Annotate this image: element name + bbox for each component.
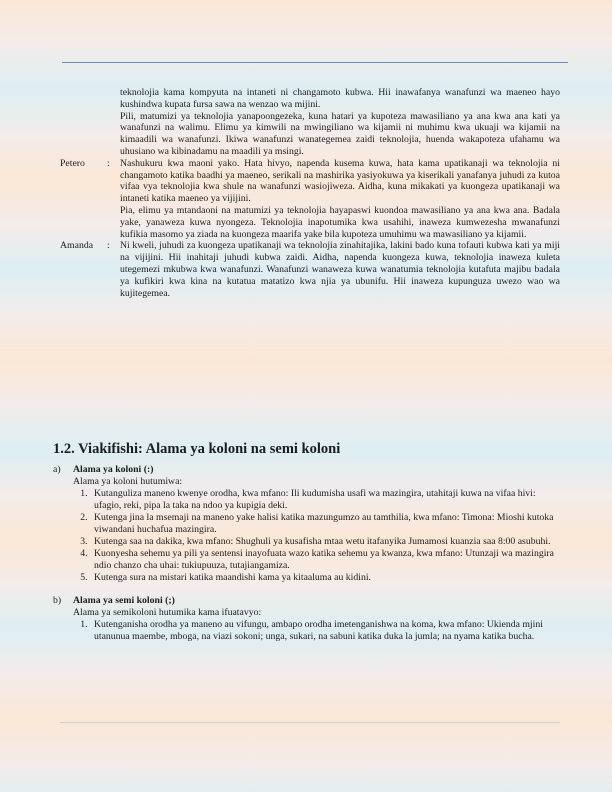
subsection-title: Alama ya koloni (:) xyxy=(73,464,154,475)
subsection-intro: Alama ya koloni hutumiwa: xyxy=(73,476,183,487)
list-item: 1. Kutanguliza maneno kwenye orodha, kwa mfano: Ili kudumisha usafi wa mazingira, utahitaji kuwa na vifaa hivi: ufagio, reki, pipa la taka na ndoo ya kupigia deki. xyxy=(90,488,563,512)
speech-paragraph: teknolojia kama kompyuta na intaneti ni changamoto kubwa. Hii inawafanya wanafunzi wa maeneo hayo kushindwa kupata fursa sawa na wenzao wa mijini. xyxy=(120,87,560,110)
speaker-name: Petero xyxy=(60,157,85,169)
list-item: 5. Kutenga sura na mistari katika maandishi kama ya kitaaluma au kidini. xyxy=(90,572,563,584)
subsection-title: Alama ya semi koloni (;) xyxy=(73,595,175,606)
dialogue-turn xyxy=(60,87,560,158)
section-title: 1.2. Viakifishi: Alama ya koloni na semi koloni xyxy=(53,441,341,457)
speech-paragraph: Ni kweli, juhudi za kuongeza upatikanaji wa teknolojia zinahitajika, lakini bado kuna tofauti kubwa kati ya miji na vijijini. Hii inahitaji juhudi kubwa zaidi. Aidha, napenda kuongeza kuwa, teknolojia inaweza kuleta utegemezi mkubwa kwa wanafunzi. Wanafunzi wanaweza kuwa wanatumia teknolojia kutafuta majibu badala ya kufikiri kwa kina na kutatua matatizo kwa njia ya ubunifu. Hii inaweza kupunguza uwezo wao wa kujitegemea. xyxy=(120,240,560,299)
speech-paragraph: Pia, elimu ya mtandaoni na matumizi ya teknolojia hayapaswi kuondoa mawasiliano ya ana kwa ana. Badala yake, yanaweza kuwa nyongeza. Teknolojia inapotumika kwa usahihi, inaweza kumwezesha mwanafunzi kufikia masomo ya ziada na kuongeza maarifa yake bila kupoteza umuhimu wa mawasiliano ya kijamii. xyxy=(120,204,560,240)
dialogue-turn: Amanda : Ni kweli, juhudi za kuongeza upatikanaji wa teknolojia zinahitajika, lakini bado kuna tofauti kubwa kati ya miji na vijijini. Hii inahitaji juhudi kubwa zaidi. Aidha, napenda kuongeza kuwa, teknolojia inaweza kuleta utegemezi mkubwa kwa wanafunzi. Wanafunzi wanaweza kuwa wanatumia teknolojia kutafuta majibu badala ya kufikiri kwa kina na kutatua matatizo kwa njia ya ubunifu. Hii inaweza kupunguza uwezo wao wa kujitegemea. xyxy=(60,240,560,299)
list-item: 4. Kuonyesha sehemu ya pili ya sentensi inayofuata wazo katika sehemu ya kwanza, kwa mfano: Utunzaji wa mazingira ndio chanzo cha uhai: tukiupuuza, tutajiangamiza. xyxy=(90,548,563,572)
speech-paragraph: Pili, matumizi ya teknolojia yanapoongezeka, kuna hatari ya kupoteza mawasiliano ya ana kwa ana kati ya wanafunzi na walimu. Elimu ya kimwili na mwingiliano wa kijamii ni muhimu kwa ukuaji wa kijamii na kimaadili wa wanafunzi. Ikiwa wanafunzi wanategemea zaidi teknolojia, huenda wakapoteza ufahamu wa uhusiano wa kibinadamu na maadili ya msingi. xyxy=(120,110,560,157)
subsection-letter: a) xyxy=(53,464,61,475)
section-punctuation xyxy=(53,441,563,643)
footer-rule xyxy=(60,722,560,723)
speaker-name: Amanda xyxy=(60,240,94,252)
list-item: 3. Kutenga saa na dakika, kwa mfano: Shughuli ya kusafisha mtaa wetu itafanyika Jumamosi kuanzia saa 8:00 asubuhi. xyxy=(90,536,563,548)
speech xyxy=(120,158,560,241)
speech-paragraph: Nashukuru kwa maoni yako. Hata hivyo, napenda kusema kuwa, hata kama upatikanaji wa teknolojia ni changamoto katika baadhi ya maeneo, serikali na mashirika yasiyokuwa ya kiserikali yanafanya juhudi za kutoa vifaa vya teknolojia kwa shule na wanafunzi wasiojiweza. Aidha, kuna mikakati ya kuongeza upatikanaji wa intaneti katika maeneo ya vijijini. xyxy=(120,157,560,205)
dialogue xyxy=(60,87,560,299)
list-item: 1. Kutenganisha orodha ya maneno au vifungu, ambapo orodha imetenganishwa na koma, kwa mfano: Ukienda mjini utanunua maembe, mboga, na viazi sokoni; unga, sukari, na sabuni katika duka la jumla; na nyama katika bucha. xyxy=(90,619,563,643)
subsection-heading xyxy=(53,595,563,607)
dialogue-turn: Petero : Nashukuru kwa maoni yako. Hata hivyo, napenda kusema kuwa, hata kama upatikanaji wa teknolojia ni changamoto katika baadhi ya maeneo, serikali na mashirika yasiyokuwa ya kiserikali yanafanya juhudi za kutoa vifaa vya teknolojia kwa shule na wanafunzi wasiojiweza. Aidha, kuna mikakati ya kuongeza upatikanaji wa intaneti katika maeneo ya vijijini. Pia, elimu ya mtandaoni na matumizi ya teknolojia hayapaswi kuondoa mawasiliano ya ana kwa ana. Badala yake, yanaweza kuwa nyongeza. Teknolojia inapotumika kwa usahihi, inaweza kumwezesha mwanafunzi kufikia masomo ya ziada na kuongeza maarifa yake bila kupoteza umuhimu wa mawasiliano ya kijamii. xyxy=(60,157,560,240)
subsection-intro: Alama ya semikoloni hutumika kama ifuatavyo: xyxy=(73,607,262,618)
list-item: 2. Kutenga jina la msemaji na maneno yake halisi katika mazungumzo au tamthilia, kwa mfano: Timona: Mioshi kutoka viwandani huchafua mazingira. xyxy=(90,512,563,536)
usage-list xyxy=(53,488,563,584)
speech xyxy=(120,240,560,299)
subsection-heading xyxy=(53,464,563,476)
subsection-letter: b) xyxy=(53,595,62,606)
speech xyxy=(120,87,560,158)
usage-list xyxy=(53,619,563,643)
header-rule xyxy=(62,62,568,63)
